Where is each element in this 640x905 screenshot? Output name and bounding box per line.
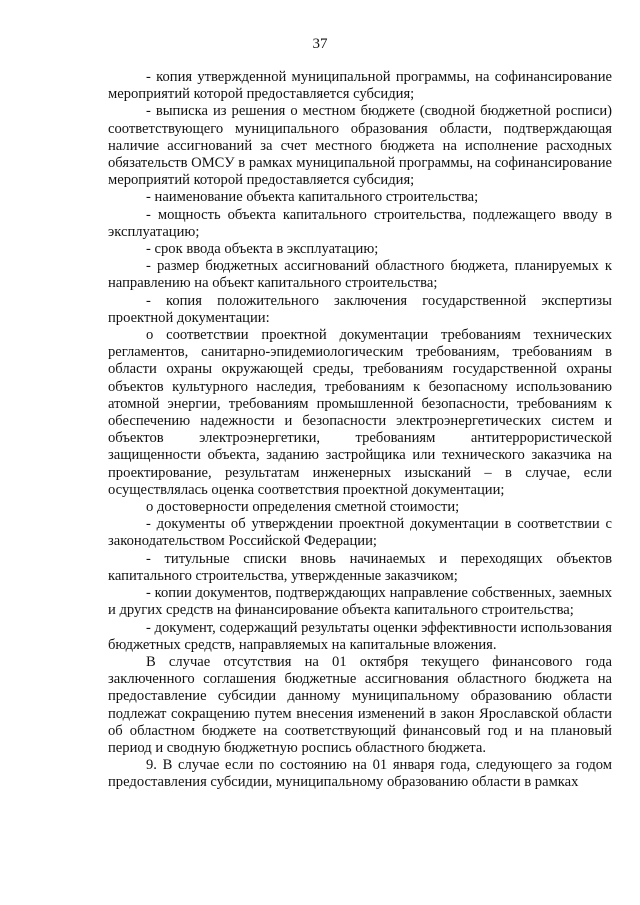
- paragraph: В случае отсутствия на 01 октября текущего финансового года заключенного соглашения бюджетные ассигнования областного бюджета на предоставление субсидии данному муниципальному образованию области подлежат сокращению путем внесения изменений в закон Ярославской области об областном бюджете на соответствующий финансовый год и на плановый период и сводную бюджетную роспись областного бюджета.: [108, 653, 612, 756]
- paragraph: о достоверности определения сметной стоимости;: [146, 499, 460, 516]
- paragraph: - выписка из решения о местном бюджете (сводной бюджетной росписи) соответствующего муниципального образования области, подтверждающая наличие ассигнований за счет местного бюджета на исполнение расходных обязательств ОМСУ в рамках муниципальной программы, на софинансирование мероприятий которой предоставляется субсидия;: [108, 103, 612, 189]
- paragraph: 9. В случае если по состоянию на 01 января года, следующего за годом предоставления субсидии, муниципальному образованию области в рамках: [108, 757, 612, 791]
- paragraph: - титульные списки вновь начинаемых и переходящих объектов капитального строительства, утвержденные заказчиком;: [108, 550, 612, 584]
- paragraph: - срок ввода объекта в эксплуатацию;: [146, 241, 379, 258]
- page-number: 37: [312, 36, 328, 52]
- paragraph: - копия положительного заключения государственной экспертизы проектной документации:: [108, 292, 612, 326]
- paragraph: о соответствии проектной документации требованиям технических регламентов, санитарно-эпидемиологическим требованиям, требованиям в области охраны окружающей среды, требованиям государственной охраны объектов культурного наследия, требованиям к безопасному использованию атомной энергии, требованиям промышленной безопасности, требованиям к обеспечению надежности и безопасности электроэнергетических систем и объектов электроэнергетики, требованиям антитеррористической защищенности объекта, заданию застройщика или технического заказчика на проектирование, результатам инженерных изысканий – в случае, если осуществлялась оценка соответствия проектной документации;: [108, 327, 612, 498]
- paragraph: - размер бюджетных ассигнований областного бюджета, планируемых к направлению на объект капитального строительства;: [108, 258, 612, 292]
- paragraph: - документы об утверждении проектной документации в соответствии с законодательством Российской Федерации;: [108, 516, 612, 550]
- paragraph: - копии документов, подтверждающих направление собственных, заемных и других средств на финансирование объекта капитального строительства;: [108, 585, 612, 619]
- paragraph: - мощность объекта капитального строительства, подлежащего вводу в эксплуатацию;: [108, 206, 612, 240]
- paragraph: - документ, содержащий результаты оценки эффективности использования бюджетных средств, направляемых на капитальные вложения.: [108, 619, 612, 653]
- paragraph: - наименование объекта капитального строительства;: [146, 189, 479, 206]
- paragraph: - копия утвержденной муниципальной программы, на софинансирование мероприятий которой предоставляется субсидия;: [108, 69, 612, 103]
- document-body: [108, 69, 612, 792]
